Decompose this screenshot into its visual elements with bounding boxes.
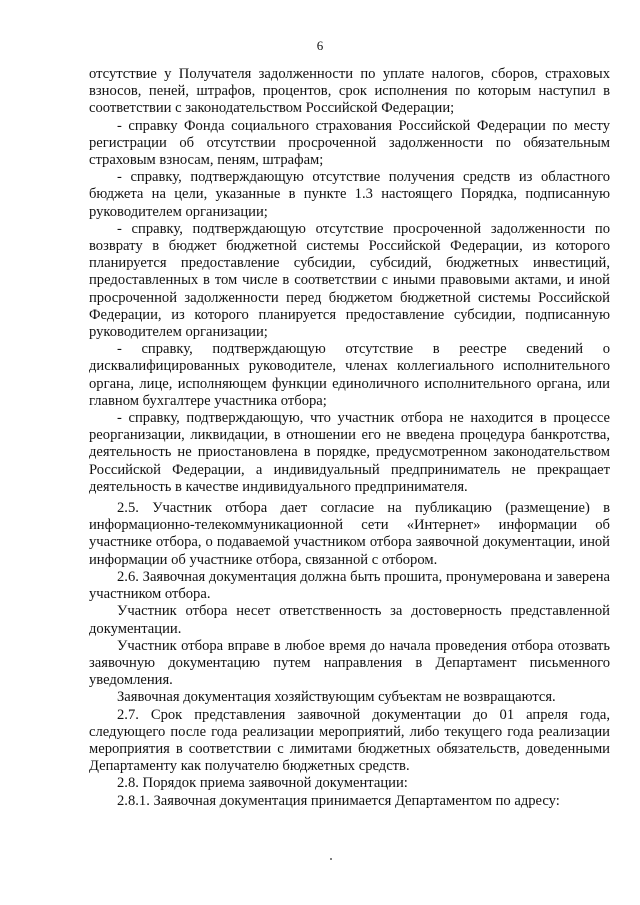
paragraph-2-8: 2.8. Порядок приема заявочной документации: [117,775,408,792]
paragraph-2-6: 2.6. Заявочная документация должна быть прошита, пронумерована и заверена участником отбора. [89,568,610,603]
paragraph-not-returned: Заявочная документация хозяйствующим субъектам не возвращаются. [117,689,556,706]
paragraph-continued: отсутствие у Получателя задолженности по уплате налогов, сборов, страховых взносов, пеней, штрафов, процентов, срок исполнения по которым наступил в соответствии с законодательством Российской Федерации; [89,66,610,117]
paragraph-no-overdue-debt: - справку, подтверждающую отсутствие просроченной задолженности по возврату в бюджет бюджетной системы Российской Федерации, из которого планируется предоставление субсидии, субсидий, бюджетных инвестиций, предоставленных в том числе в соответствии с иными правовыми актами, и иной просроченной задолженности перед бюджетом бюджетной системы Российской Федерации, из которого планируется предоставление субсидии, подписанную руководителем организации; [89,220,610,341]
paragraph-2-7: 2.7. Срок представления заявочной документации до 01 апреля года, следующего после года реализации мероприятий, либо текущего года реализации мероприятия в соответствии с лимитами бюджетных обязательств, доведенными Департаменту как получателю бюджетных средств. [89,706,610,775]
paragraph-withdrawal: Участник отбора вправе в любое время до начала проведения отбора отозвать заявочную документацию путем направления в Департамент письменного уведомления. [89,637,610,689]
paragraph-2-8-1: 2.8.1. Заявочная документация принимается Департаментом по адресу: [117,792,560,809]
paragraph-no-reorganization: - справку, подтверждающую, что участник отбора не находится в процессе реорганизации, ликвидации, в отношении его не введена процедура банкротства, деятельность не приостановлена в порядке, предусмотренном законодательством Российской Федерации, а индивидуальный предприниматель не прекращает деятельность в качестве индивидуального предпринимателя. [89,410,610,495]
paragraph-2-5: 2.5. Участник отбора дает согласие на публикацию (размещение) в информационно-телекоммуникационной сети «Интернет» информации об участнике отбора, о подаваемой участником отбора заявочной документации, иной информации об участнике отбора, связанной с отбором. [89,500,610,568]
paragraph-disqualified-registry: - справку, подтверждающую отсутствие в реестре сведений о дисквалифицированных руководителе, членах коллегиального исполнительного органа, лице, исполняющем функции единоличного исполнительного органа, или главном бухгалтере участника отбора; [89,341,610,409]
paragraph-responsibility: Участник отбора несет ответственность за достоверность представленной документации. [89,603,610,637]
paragraph-fss-certificate: - справку Фонда социального страхования Российской Федерации по месту регистрации об отсутствии просроченной задолженности по обязательным страховым взносам, пеням, штрафам; [89,117,610,169]
paragraph-no-regional-funds: - справку, подтверждающую отсутствие получения средств из областного бюджета на цели, указанные в пункте 1.3 настоящего Порядка, подписанную руководителем организации; [89,169,610,220]
scan-speck [330,858,332,860]
page-number: 6 [316,38,324,53]
document-body [89,66,610,810]
